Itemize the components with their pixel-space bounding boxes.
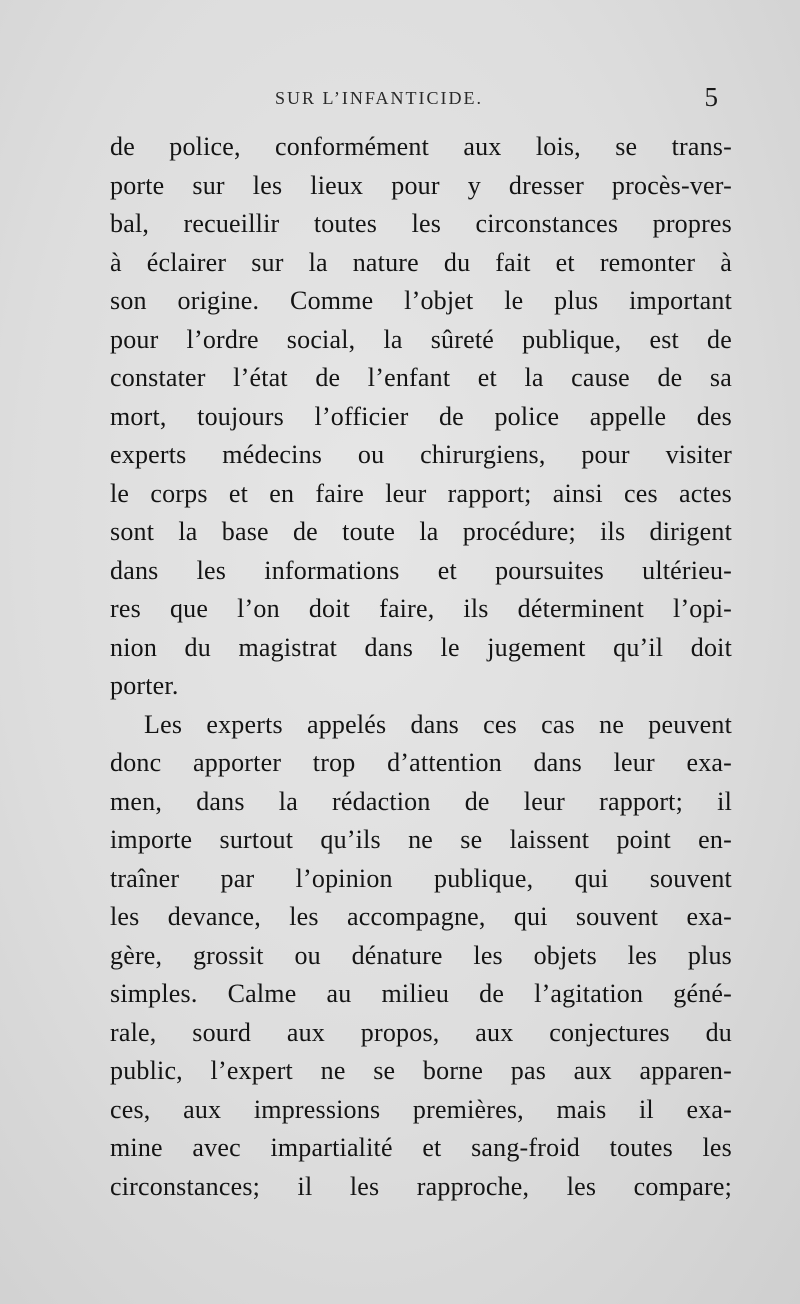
text-line: rale, sourd aux propos, aux conjectures du (110, 1017, 732, 1047)
text-line: bal, recueillir toutes les circonstances propres (110, 209, 732, 238)
text-line: importe surtout qu’ils ne se laissent point en- (110, 825, 732, 854)
text-line: mine avec impartialité et sang-froid toutes les (110, 1133, 732, 1162)
text-line: son origine. Comme l’objet le plus important (110, 286, 732, 315)
text-line: à éclairer sur la nature du fait et remonter à (110, 247, 732, 277)
text-line: gère, grossit ou dénature les objets les plus (110, 940, 732, 970)
text-line: porter. (110, 671, 179, 700)
text-line: public, l’expert ne se borne pas aux apparen- (110, 1056, 732, 1085)
text-line: nion du magistrat dans le jugement qu’il doit (110, 632, 732, 662)
text-line: ces, aux impressions premières, mais il exa- (110, 1094, 732, 1124)
text-line: mort, toujours l’officier de police appelle des (110, 401, 732, 431)
body-text (110, 128, 732, 1206)
page-header (110, 84, 730, 114)
paragraph-1 (110, 128, 732, 706)
text-line: experts médecins ou chirurgiens, pour visiter (110, 440, 732, 469)
text-line: men, dans la rédaction de leur rapport; il (110, 786, 732, 816)
text-line: pour l’ordre social, la sûreté publique, est de (110, 324, 732, 354)
text-line: sont la base de toute la procédure; ils dirigent (110, 517, 732, 546)
text-line: de police, conformément aux lois, se trans- (110, 132, 732, 161)
text-line: circonstances; il les rapproche, les compare; (110, 1171, 732, 1201)
text-line: res que l’on doit faire, ils déterminent l’opi- (110, 594, 732, 623)
text-line: traîner par l’opinion publique, qui souvent (110, 863, 732, 893)
text-line: constater l’état de l’enfant et la cause de sa (110, 363, 732, 392)
text-line: porte sur les lieux pour y dresser procès-ver- (110, 170, 732, 200)
text-line: les devance, les accompagne, qui souvent exa- (110, 902, 732, 931)
text-line: simples. Calme au milieu de l’agitation géné- (110, 979, 732, 1008)
page-number: 5 (704, 82, 718, 112)
text-line: donc apporter trop d’attention dans leur exa- (110, 748, 732, 777)
running-head: SUR L’INFANTICIDE. (275, 88, 484, 108)
paragraph-2 (110, 706, 732, 1207)
text-line: Les experts appelés dans ces cas ne peuvent (144, 709, 732, 739)
text-line: le corps et en faire leur rapport; ainsi ces actes (110, 478, 732, 508)
text-line: dans les informations et poursuites ultérieu- (110, 555, 732, 585)
